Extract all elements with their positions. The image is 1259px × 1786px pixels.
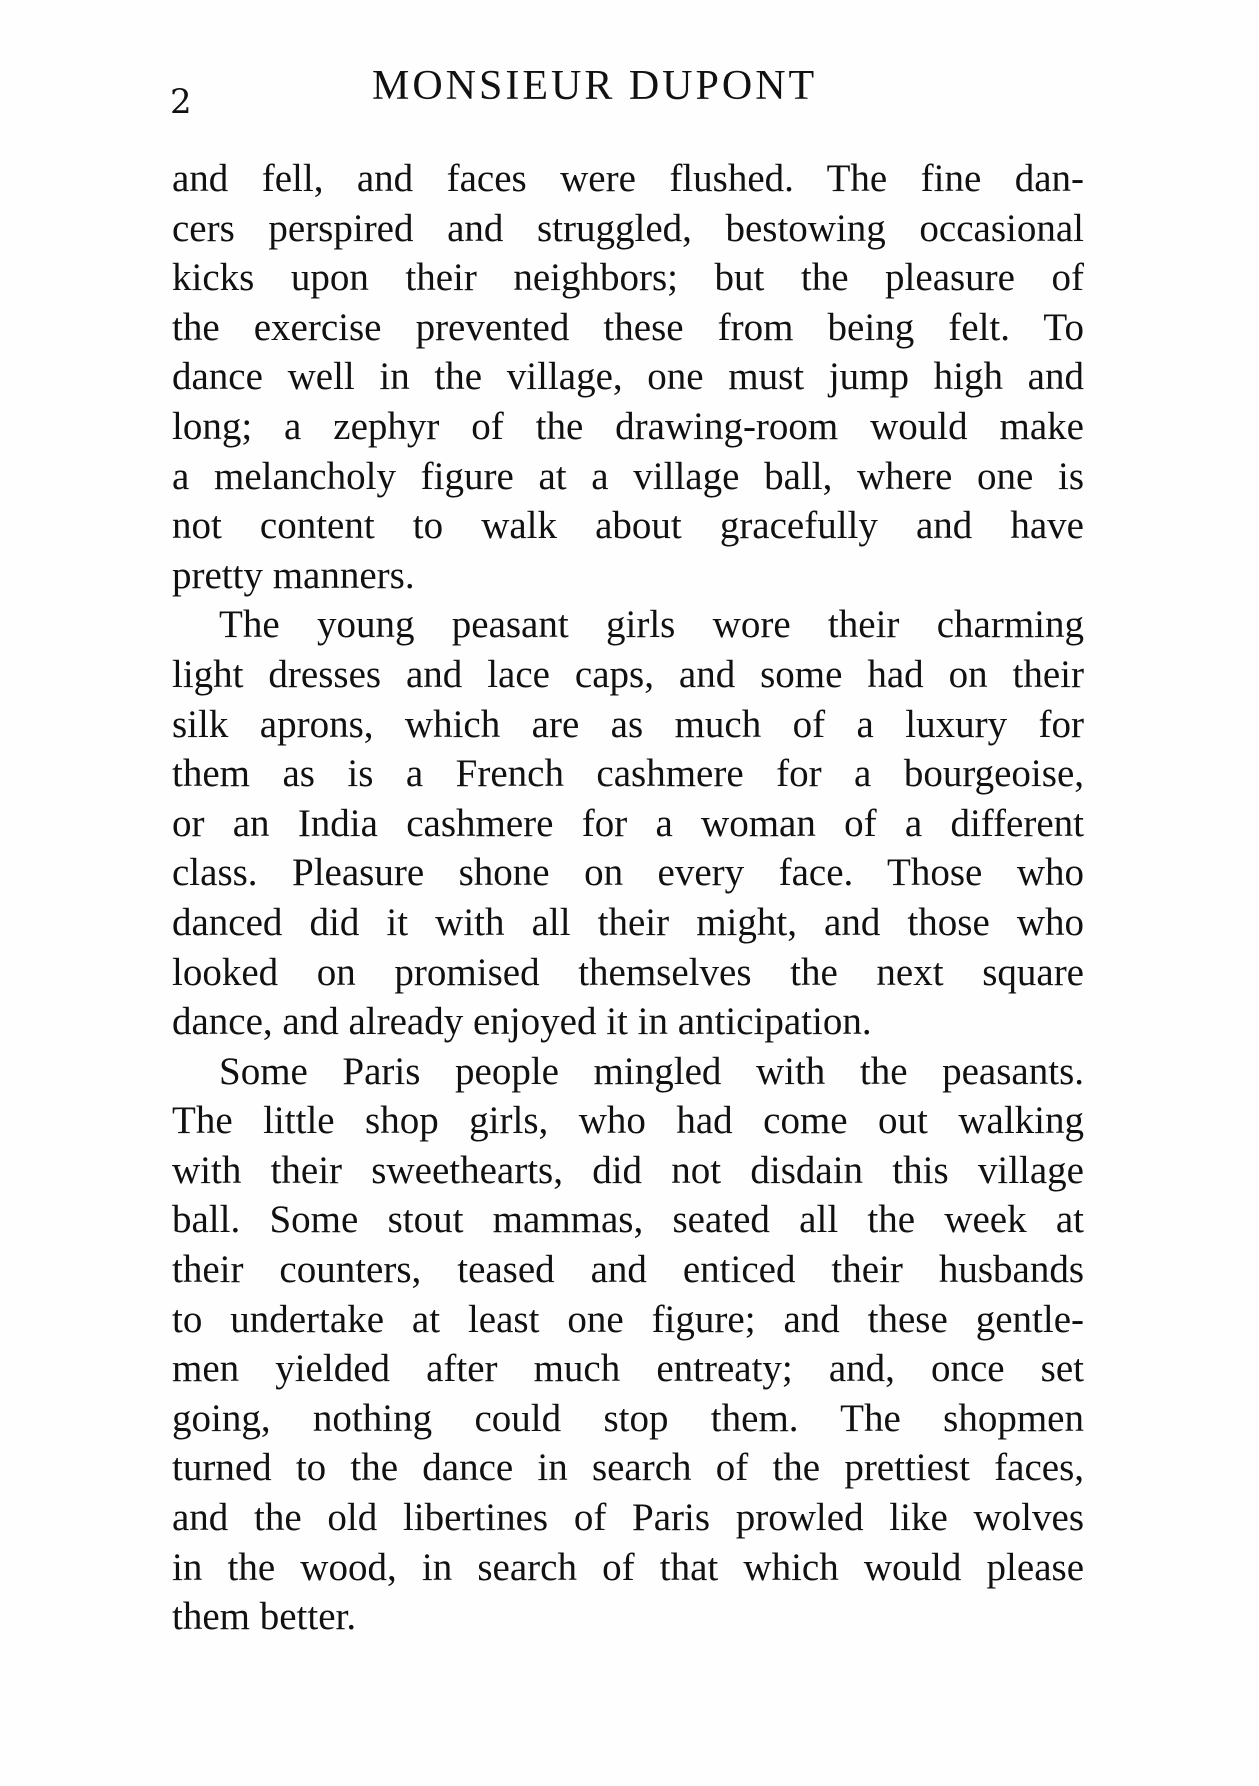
- text-line: danced did it with all their might, and those who: [172, 900, 1084, 944]
- page-number: 2: [170, 82, 192, 122]
- paragraph-1: [172, 154, 1084, 600]
- text-line: a melancholy figure at a village ball, where one is: [172, 454, 1084, 498]
- text-line: in the wood, in search of that which would please: [172, 1545, 1084, 1589]
- text-line: kicks upon their neighbors; but the pleasure of: [172, 256, 1084, 300]
- text-line: long; a zephyr of the drawing-room would make: [172, 404, 1084, 448]
- text-line: Some Paris people mingled with the peasants.: [219, 1049, 1084, 1093]
- text-line: them better.: [172, 1595, 357, 1639]
- text-line: looked on promised themselves the next square: [172, 950, 1084, 994]
- text-line: going, nothing could stop them. The shopmen: [172, 1396, 1084, 1440]
- paragraph-3: [172, 1047, 1084, 1642]
- text-line: their counters, teased and enticed their husbands: [172, 1248, 1084, 1292]
- text-line: to undertake at least one figure; and these gentle-: [172, 1297, 1084, 1341]
- text-line: light dresses and lace caps, and some had on their: [172, 652, 1084, 696]
- text-line: them as is a French cashmere for a bourgeoise,: [172, 752, 1084, 796]
- text-line: class. Pleasure shone on every face. Those who: [172, 851, 1084, 895]
- text-line: The little shop girls, who had come out walking: [172, 1099, 1084, 1143]
- running-title: MONSIEUR DUPONT: [372, 63, 818, 109]
- body-text: [172, 154, 1084, 1642]
- text-line: with their sweethearts, did not disdain this village: [172, 1148, 1084, 1192]
- text-line: silk aprons, which are as much of a luxury for: [172, 702, 1084, 746]
- text-line: and the old libertines of Paris prowled like wolves: [172, 1496, 1084, 1540]
- text-line: ball. Some stout mammas, seated all the week at: [172, 1198, 1084, 1242]
- text-line: men yielded after much entreaty; and, once set: [172, 1347, 1084, 1391]
- paragraph-2: [172, 600, 1084, 1046]
- text-line: or an India cashmere for a woman of a different: [172, 801, 1084, 845]
- text-line: and fell, and faces were flushed. The fine dan-: [172, 157, 1084, 200]
- text-line: the exercise prevented these from being felt. To: [172, 305, 1084, 349]
- text-line: cers perspired and struggled, bestowing occasional: [172, 206, 1084, 250]
- text-line: turned to the dance in search of the prettiest faces,: [172, 1446, 1084, 1490]
- text-line: dance well in the village, one must jump high and: [172, 355, 1084, 399]
- text-line: The young peasant girls wore their charming: [219, 603, 1084, 647]
- text-line: dance, and already enjoyed it in anticipation.: [172, 1000, 872, 1044]
- text-line: not content to walk about gracefully and have: [172, 504, 1084, 548]
- text-line: pretty manners.: [172, 553, 415, 597]
